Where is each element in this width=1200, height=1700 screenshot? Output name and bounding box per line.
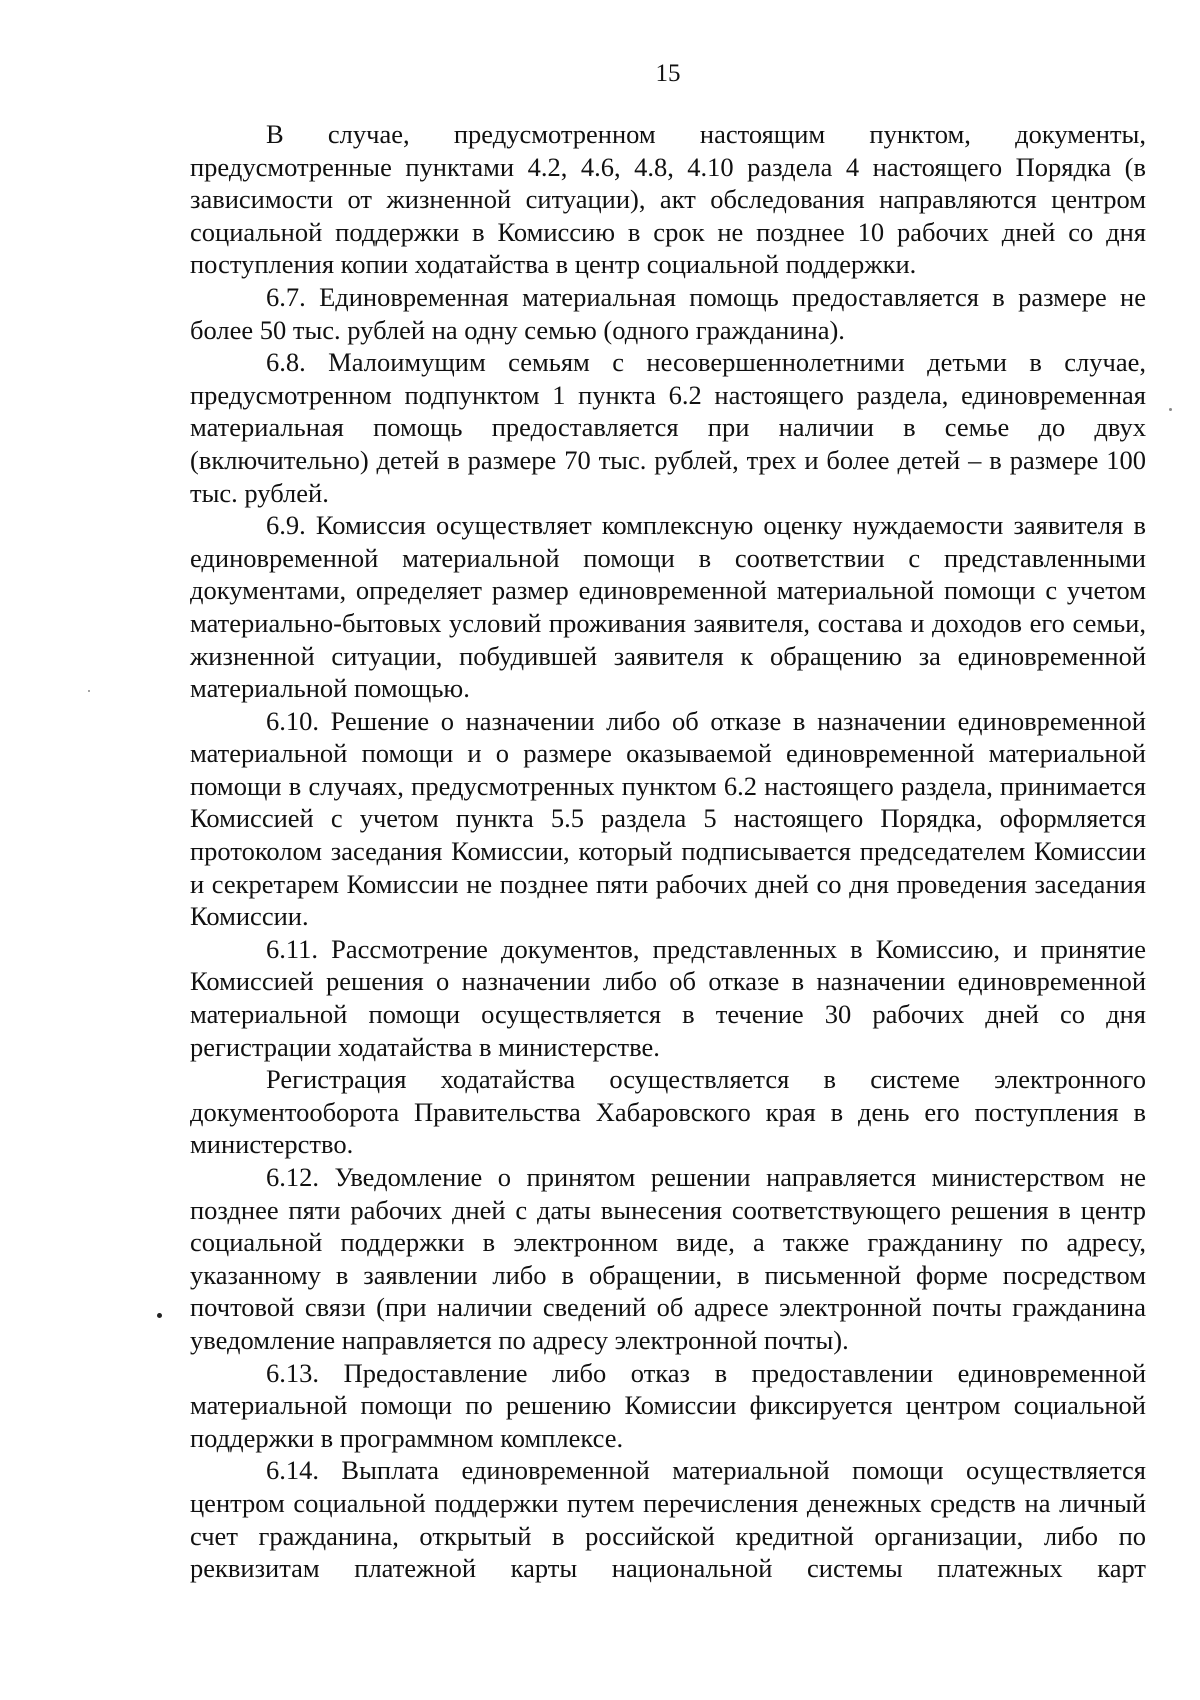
paragraph-6-12: 6.12. Уведомление о принятом решении направляется министерством не позднее пяти рабочих дней с даты вынесения соответствующего решения в центр социальной поддержки в электронном виде, а также гражданину по адресу, указанному в заявлении либо в обращении, в письменной форме посредством почтовой связи (при наличии сведений об адресе электронной почты гражданина уведомление направляется по адресу электронной почты). bbox=[190, 1162, 1146, 1355]
paragraph-6-7: 6.7. Единовременная материальная помощь предоставляется в размере не более 50 тыс. рублей на одну семью (одного гражданина). bbox=[190, 281, 1146, 345]
paragraph-6-8: 6.8. Малоимущим семьям с несовершеннолетними детьми в случае, предусмотренном подпунктом 1 пункта 6.2 настоящего раздела, единовременная материальная помощь предоставляется при наличии в семье до двух (включительно) детей в размере 70 тыс. рублей, трех и более детей – в размере 100 тыс. рублей. bbox=[190, 347, 1146, 508]
paragraph-6-9: 6.9. Комиссия осуществляет комплексную оценку нуждаемости заявителя в единовременной материальной помощи в соответствии с представленными документами, определяет размер единовременной материальной помощи с учетом материально-бытовых условий проживания заявителя, состава и доходов его семьи, жизненной ситуации, побудившей заявителя к обращению за единовременной материальной помощью. bbox=[190, 510, 1146, 704]
paragraph-6-14: 6.14. Выплата единовременной материальной помощи осуществляется центром социальной поддержки путем перечисления денежных средств на личный счет гражданина, открытый в российской кредитной организации, либо по реквизитам платежной карты национальной системы платежных карт bbox=[190, 1455, 1146, 1584]
page-number: 15 bbox=[655, 60, 681, 87]
paragraph-6-10: 6.10. Решение о назначении либо об отказе в назначении единовременной материальной помощи и о размере оказываемой единовременной материальной помощи в случаях, предусмотренных пунктом 6.2 настоящего раздела, принимается Комиссией с учетом пункта 5.5 раздела 5 настоящего Порядка, оформляется протоколом заседания Комиссии, который подписывается председателем Комиссии и секретарем Комиссии не позднее пяти рабочих дней со дня проведения заседания Комиссии. bbox=[190, 705, 1146, 932]
margin-dot-mark bbox=[157, 1313, 162, 1318]
paragraph-registration: Регистрация ходатайства осуществляется в системе электронного документооборота Правительства Хабаровского края в день его поступления в министерство. bbox=[190, 1064, 1146, 1160]
document-body bbox=[190, 118, 1146, 1585]
paragraph-case-documents: В случае, предусмотренном настоящим пунктом, документы, предусмотренные пунктами 4.2, 4.6, 4.8, 4.10 раздела 4 настоящего Порядка (в зависимости от жизненной ситуации), акт обследования направляются центром социальной поддержки в Комиссию в срок не позднее 10 рабочих дней со дня поступления копии ходатайства в центр социальной поддержки. bbox=[190, 119, 1146, 280]
paragraph-6-13: 6.13. Предоставление либо отказ в предоставлении единовременной материальной помощи по решению Комиссии фиксируется центром социальной поддержки в программном комплексе. bbox=[190, 1357, 1146, 1453]
paragraph-6-11: 6.11. Рассмотрение документов, представленных в Комиссию, и принятие Комиссией решения о назначении либо об отказе в назначении единовременной материальной помощи осуществляется в течение 30 рабочих дней со дня регистрации ходатайства в министерстве. bbox=[190, 933, 1146, 1062]
scan-speck bbox=[88, 690, 90, 692]
scan-speck bbox=[1169, 408, 1172, 411]
